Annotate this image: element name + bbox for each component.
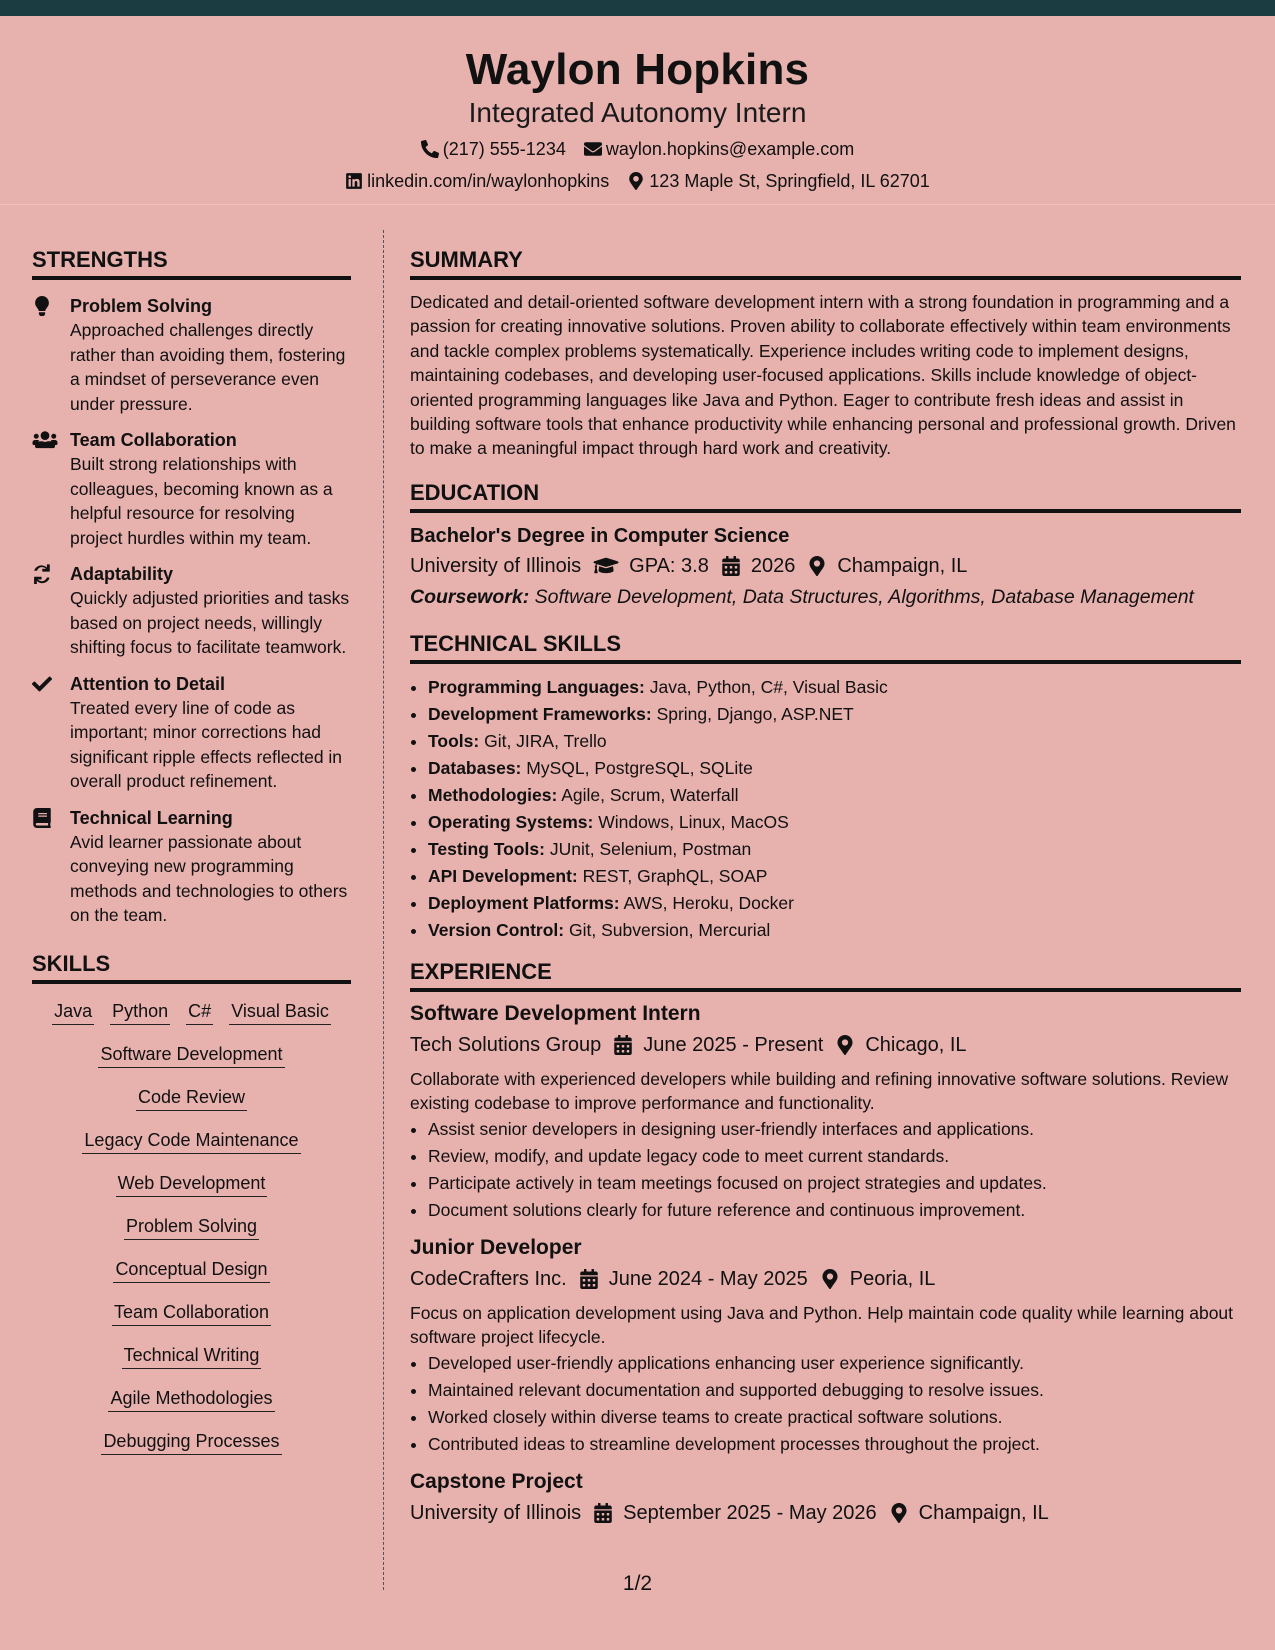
- job-title: Junior Developer: [410, 1235, 582, 1259]
- calendar-icon: [721, 556, 741, 576]
- linkedin-item[interactable]: [345, 170, 609, 192]
- envelope-icon: [584, 140, 602, 158]
- job-title: Capstone Project: [410, 1469, 583, 1493]
- calendar-icon: [593, 1503, 613, 1523]
- tech-skill-value: Spring, Django, ASP.NET: [656, 703, 854, 724]
- list-item: • Assist senior developers in designing user-friendly interfaces and applications.: [428, 1116, 1241, 1143]
- contact-row-2: [0, 170, 1275, 192]
- map-marker-icon: [627, 172, 645, 190]
- tech-skill-value: REST, GraphQL, SOAP: [582, 865, 768, 886]
- tech-skill-label: Databases:: [428, 757, 522, 778]
- tech-skill-value: JUnit, Selenium, Postman: [549, 838, 752, 859]
- skills-section: [32, 950, 351, 1471]
- company-name: Tech Solutions Group: [410, 1033, 602, 1056]
- users-icon: [32, 430, 58, 450]
- job-location: Champaign, IL: [918, 1501, 1049, 1524]
- tech-skill-label: Operating Systems:: [428, 811, 594, 832]
- skill-chip: Conceptual Design: [113, 1256, 269, 1283]
- skill-chip: Technical Writing: [122, 1342, 262, 1369]
- tech-skill-value: Git, JIRA, Trello: [484, 730, 607, 751]
- map-marker-icon: [820, 1269, 840, 1289]
- job-title: Software Development Intern: [410, 1001, 701, 1025]
- experience-section: [410, 958, 1241, 1527]
- technical-skills-list: [410, 674, 1241, 944]
- tech-skill-label: Tools:: [428, 730, 480, 751]
- strength-desc: Treated every line of code as important; minor corrections had significant ripple effects reflected in overall product refinement.: [70, 697, 343, 791]
- job-entry: [410, 1468, 1241, 1527]
- education-meta: [410, 552, 1241, 580]
- job-meta: [410, 1499, 1241, 1527]
- tech-skill-label: Deployment Platforms:: [428, 892, 620, 913]
- strength-title: Attention to Detail: [70, 673, 225, 694]
- technical-skills-section: [410, 630, 1241, 944]
- tech-skill-label: Methodologies:: [428, 784, 558, 805]
- list-item: • Developed user-friendly applications enhancing user experience significantly.: [428, 1350, 1241, 1377]
- tech-skill-label: Version Control:: [428, 919, 565, 940]
- list-item: [428, 890, 1241, 917]
- job-location: Peoria, IL: [849, 1267, 936, 1290]
- job-entry: [410, 1000, 1241, 1224]
- skill-chip: Web Development: [116, 1170, 268, 1197]
- strength-desc: Approached challenges directly rather than avoiding them, fostering a mindset of perseverance even under pressure.: [70, 320, 346, 414]
- school-name: University of Illinois: [410, 554, 582, 577]
- contact-row-1: [0, 138, 1275, 160]
- skill-chip: C#: [186, 998, 213, 1025]
- page-number: 1/2: [622, 1572, 653, 1595]
- list-item: • Document solutions clearly for future reference and continuous improvement.: [428, 1197, 1241, 1224]
- job-bullets: [410, 1116, 1241, 1224]
- column-divider: [383, 230, 384, 1590]
- email-text[interactable]: waylon.hopkins@example.com: [605, 139, 855, 159]
- list-item: [428, 755, 1241, 782]
- map-marker-icon: [889, 1503, 909, 1523]
- coursework-text: Software Development, Data Structures, Algorithms, Database Management: [534, 585, 1194, 608]
- tech-skill-value: AWS, Heroku, Docker: [623, 892, 794, 913]
- list-item: • Maintained relevant documentation and supported debugging to resolve issues.: [428, 1377, 1241, 1404]
- list-item: [428, 728, 1241, 755]
- graduation-cap-icon: [593, 556, 619, 576]
- job-bullets: [410, 1350, 1241, 1458]
- job-meta: [410, 1265, 1241, 1293]
- list-item: [428, 917, 1241, 944]
- strength-desc: Built strong relationships with colleagues, becoming known as a helpful resource for resolving project hurdles within my team.: [70, 454, 333, 548]
- school-location: Champaign, IL: [837, 554, 968, 577]
- tech-skill-label: Testing Tools:: [428, 838, 545, 859]
- list-item: [428, 701, 1241, 728]
- strength-item: [32, 672, 351, 794]
- tech-skill-label: Development Frameworks:: [428, 703, 652, 724]
- strength-desc: Quickly adjusted priorities and tasks based on project needs, willingly shifting focus to facilitate teamwork.: [70, 588, 350, 657]
- tech-skill-label: API Development:: [428, 865, 578, 886]
- list-item: [428, 863, 1241, 890]
- phone-item: [421, 138, 566, 160]
- strength-title: Team Collaboration: [70, 430, 237, 450]
- tech-skill-value: MySQL, PostgreSQL, SQLite: [526, 757, 753, 778]
- technical-skills-heading: TECHNICAL SKILLS: [410, 630, 1241, 664]
- list-item: [428, 782, 1241, 809]
- map-marker-icon: [807, 556, 827, 576]
- gpa-text: GPA: 3.8: [629, 554, 709, 577]
- skill-chip: Team Collaboration: [112, 1299, 271, 1326]
- tech-skill-value: Git, Subversion, Mercurial: [569, 919, 771, 940]
- tech-skill-label: Programming Languages:: [428, 676, 645, 697]
- check-icon: [32, 674, 52, 694]
- skills-heading: SKILLS: [32, 950, 351, 984]
- skill-chip: Code Review: [136, 1084, 247, 1111]
- job-description: Collaborate with experienced developers while building and refining innovative software solutions. Review existing codebase to improve performance and functionality.: [410, 1068, 1229, 1114]
- job-meta: [410, 1031, 1241, 1059]
- summary-heading: SUMMARY: [410, 246, 1241, 280]
- strength-title: Technical Learning: [70, 807, 233, 828]
- skill-chip: Java: [52, 998, 94, 1025]
- skill-chip: Visual Basic: [229, 998, 331, 1025]
- linkedin-icon: [345, 172, 363, 190]
- candidate-name: Waylon Hopkins: [465, 45, 810, 94]
- graduation-year: 2026: [750, 554, 796, 577]
- education-heading: EDUCATION: [410, 479, 1241, 513]
- linkedin-text[interactable]: linkedin.com/in/waylonhopkins: [367, 171, 610, 191]
- summary-text: Dedicated and detail-oriented software development intern with a strong foundation in programming and a passion for creating innovative solutions. Proven ability to collaborate effectively within team environments and tackle complex problems systematically. Experience includes writing code to implement designs, maintaining codebases, and developing user-focused applications. Skills include knowledge of object-oriented programming languages like Java and Python. Eager to contribute fresh ideas and assist in building software tools that enhance productivity while enhancing personal and professional growth. Driven to make a meaningful impact through hard work and creativity.: [410, 292, 1236, 459]
- company-name: University of Illinois: [410, 1501, 582, 1524]
- coursework-label: Coursework:: [410, 585, 530, 608]
- strength-item: [32, 562, 351, 660]
- strength-item: [32, 428, 351, 550]
- top-accent-bar: [0, 0, 1275, 16]
- skills-chips: [32, 998, 351, 1471]
- company-name: CodeCrafters Inc.: [410, 1267, 567, 1290]
- phone-icon: [421, 140, 439, 158]
- strength-item: [32, 806, 351, 928]
- experience-heading: EXPERIENCE: [410, 958, 1241, 992]
- list-item: • Review, modify, and update legacy code to meet current standards.: [428, 1143, 1241, 1170]
- skill-chip: Legacy Code Maintenance: [82, 1127, 300, 1154]
- tech-skill-value: Windows, Linux, MacOS: [598, 811, 789, 832]
- list-item: [428, 836, 1241, 863]
- list-item: • Participate actively in team meetings focused on project strategies and updates.: [428, 1170, 1241, 1197]
- sync-icon: [32, 564, 52, 584]
- job-dates: June 2025 - Present: [643, 1033, 824, 1056]
- job-dates: June 2024 - May 2025: [608, 1267, 808, 1290]
- list-item: [428, 674, 1241, 701]
- coursework-line: [410, 584, 1241, 610]
- email-item[interactable]: [584, 138, 854, 160]
- job-entry: [410, 1234, 1241, 1458]
- list-item: • Contributed ideas to streamline development processes throughout the project.: [428, 1431, 1241, 1458]
- list-item: • Worked closely within diverse teams to create practical software solutions.: [428, 1404, 1241, 1431]
- right-column: [410, 246, 1241, 1527]
- degree-title: Bachelor's Degree in Computer Science: [410, 524, 790, 547]
- skill-chip: Agile Methodologies: [108, 1385, 274, 1412]
- candidate-title: Integrated Autonomy Intern: [468, 97, 807, 128]
- strength-desc: Avid learner passionate about conveying new programming methods and technologies to others on the team.: [70, 831, 348, 925]
- job-location: Chicago, IL: [865, 1033, 967, 1056]
- lightbulb-icon: [32, 296, 52, 316]
- list-item: [428, 809, 1241, 836]
- strength-title: Problem Solving: [70, 296, 213, 316]
- strengths-heading: STRENGTHS: [32, 246, 351, 280]
- skill-chip: Debugging Processes: [101, 1428, 281, 1455]
- book-icon: [32, 808, 52, 828]
- phone-text: (217) 555-1234: [442, 139, 566, 159]
- tech-skill-value: Java, Python, C#, Visual Basic: [649, 676, 888, 697]
- strength-title: Adaptability: [70, 564, 174, 584]
- job-dates: September 2025 - May 2026: [623, 1501, 877, 1524]
- resume-header: [0, 16, 1275, 205]
- map-marker-icon: [835, 1035, 855, 1055]
- skill-chip: Python: [110, 998, 170, 1025]
- address-text: 123 Maple St, Springfield, IL 62701: [649, 171, 930, 191]
- job-description: Focus on application development using Java and Python. Help maintain code quality while learning about software project lifecycle.: [410, 1302, 1234, 1348]
- calendar-icon: [613, 1035, 633, 1055]
- address-item: [627, 170, 930, 192]
- tech-skill-value: Agile, Scrum, Waterfall: [561, 784, 739, 805]
- education-section: [410, 479, 1241, 610]
- strength-item: [32, 294, 351, 416]
- left-column: [32, 246, 351, 1471]
- skill-chip: Problem Solving: [124, 1213, 259, 1240]
- skill-chip: Software Development: [98, 1041, 284, 1068]
- calendar-icon: [579, 1269, 599, 1289]
